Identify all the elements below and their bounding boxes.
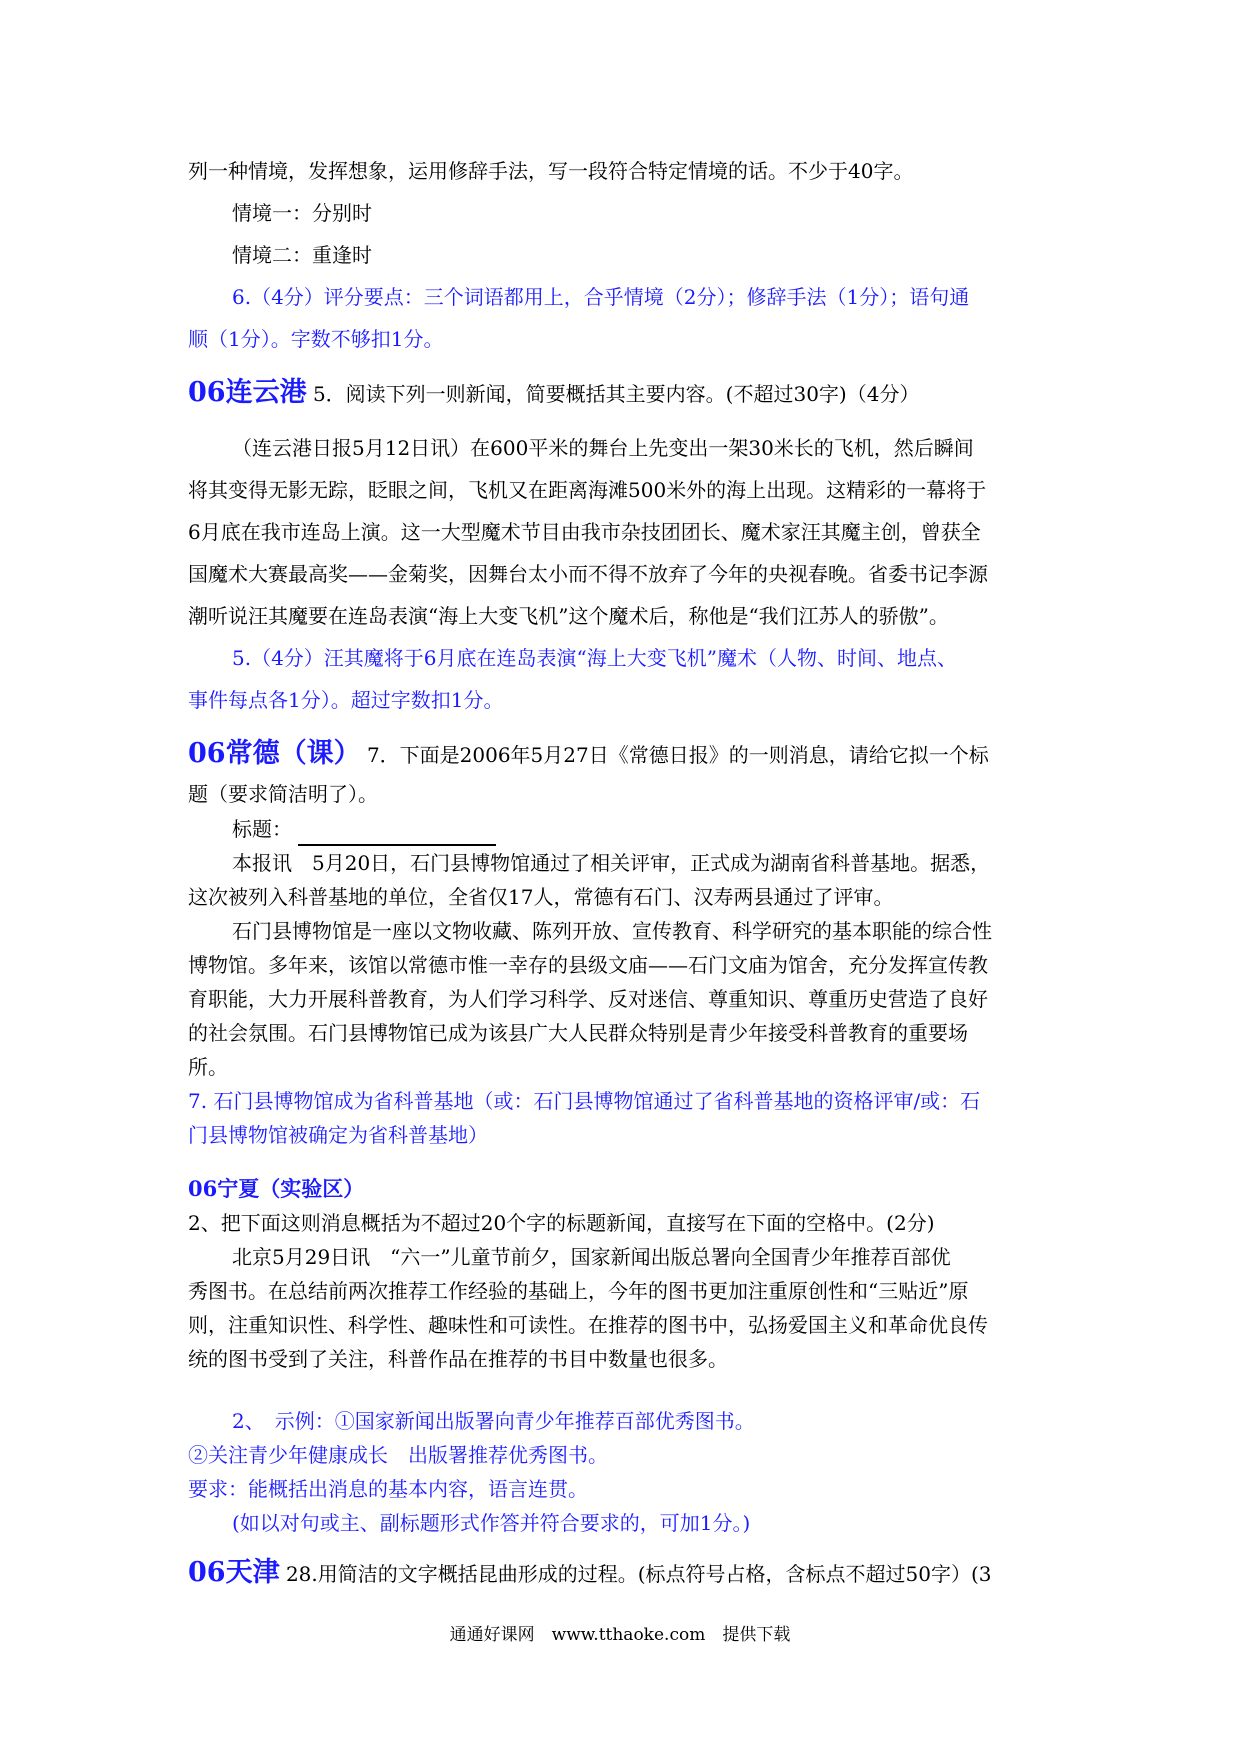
s4-answer-3: 要求：能概括出消息的基本内容，语言连贯。 — [188, 1477, 588, 1501]
s4-news-line: 北京5月29日讯 “六一”儿童节前夕，国家新闻出版总署向全国青少年推荐百部优 — [232, 1245, 951, 1269]
s3-news-line: 本报讯 5月20日，石门县博物馆通过了相关评审，正式成为湖南省科普基地。据悉， — [232, 851, 991, 875]
page-footer: 通通好课网 www.tthaoke.com 提供下载 — [449, 1625, 791, 1645]
s2-question: 5．阅读下列一则新闻，简要概括其主要内容。(不超过30字)（4分） — [312, 382, 920, 406]
s2-news-line: 6月底在我市连岛上演。这一大型魔术节目由我市杂技团团长、魔术家汪其魔主创，曾获全 — [188, 520, 981, 544]
s4-heading: 06宁夏（实验区） — [188, 1176, 365, 1201]
s3-answer-a: 7. 石门县博物馆成为省科普基地（或：石门县博物馆通过了省科普基地的资格评审/或：石 — [188, 1089, 981, 1113]
s2-tag: 06连云港 — [188, 377, 307, 408]
s4-answer-1: 2、 示例：①国家新闻出版署向青少年推荐百部优秀图书。 — [232, 1409, 755, 1433]
s4-question: 2、把下面这则消息概括为不超过20个字的标题新闻，直接写在下面的空格中。(2分) — [188, 1211, 935, 1235]
s3-answer-b: 门县博物馆被确定为省科普基地） — [188, 1123, 488, 1147]
s3-title-label: 标题： — [232, 817, 292, 841]
s1-situation-1: 情境一：分别时 — [232, 201, 372, 225]
s1-line1: 列一种情境，发挥想象，运用修辞手法，写一段符合特定情境的话。不少于40字。 — [188, 159, 914, 183]
s2-answer-b: 事件每点各1分）。超过字数扣1分。 — [188, 688, 504, 712]
s2-news-line: （连云港日报5月12日讯）在600平米的舞台上先变出一架30米长的飞机，然后瞬间 — [232, 436, 974, 460]
s1-situation-2: 情境二：重逢时 — [232, 243, 372, 267]
s5-question-line — [188, 1552, 1058, 1595]
s3-news-line: 石门县博物馆是一座以文物收藏、陈列开放、宣传教育、科学研究的基本职能的综合性 — [232, 919, 992, 943]
s3-news-line: 这次被列入科普基地的单位，全省仅17人，常德有石门、汉寿两县通过了评审。 — [188, 885, 894, 909]
s1-answer-a: 6.（4分）评分要点：三个词语都用上，合乎情境（2分）；修辞手法（1分）；语句通 — [232, 285, 970, 309]
s2-question-line — [188, 372, 1058, 415]
s5-tag: 06天津 — [188, 1557, 280, 1588]
s3-news-line: 博物馆。多年来，该馆以常德市惟一幸存的县级文庙——石门文庙为馆舍，充分发挥宣传教 — [188, 953, 988, 977]
s2-news-line: 国魔术大赛最高奖——金菊奖，因舞台太小而不得不放弃了今年的央视春晚。省委书记李源 — [188, 562, 988, 586]
s4-answer-4: (如以对句或主、副标题形式作答并符合要求的，可加1分。) — [232, 1511, 751, 1535]
s3-news-line: 所。 — [188, 1055, 228, 1079]
s5-question: 28.用简洁的文字概括昆曲形成的过程。(标点符号占格，含标点不超过50字）(3 — [285, 1562, 992, 1586]
s3-question-b: 题（要求简洁明了）。 — [188, 782, 378, 806]
s2-news-line: 潮听说汪其魔要在连岛表演“海上大变飞机”这个魔术后，称他是“我们江苏人的骄傲”。 — [188, 604, 949, 628]
s2-news-line: 将其变得无影无踪，眨眼之间，飞机又在距离海滩500米外的海上出现。这精彩的一幕将于 — [188, 478, 987, 502]
s4-news-line: 秀图书。在总结前两次推荐工作经验的基础上，今年的图书更加注重原创性和“三贴近”原 — [188, 1279, 969, 1303]
s4-answer-2: ②关注青少年健康成长 出版署推荐优秀图书。 — [188, 1443, 608, 1467]
s3-tag: 06常德（课） — [188, 738, 361, 769]
s3-question-line — [188, 733, 1058, 776]
s3-title-line — [188, 812, 1058, 846]
s3-question-a: 7．下面是2006年5月27日《常德日报》的一则消息，请给它拟一个标 — [366, 743, 989, 767]
s4-news-line: 统的图书受到了关注，科普作品在推荐的书目中数量也很多。 — [188, 1347, 728, 1371]
document-page — [188, 150, 1058, 1595]
s3-news-line: 的社会氛围。石门县博物馆已成为该县广大人民群众特别是青少年接受科普教育的重要场 — [188, 1021, 968, 1045]
title-answer-blank[interactable] — [298, 824, 496, 846]
s4-news-line: 则，注重知识性、科学性、趣味性和可读性。在推荐的图书中，弘扬爱国主义和革命优良传 — [188, 1313, 988, 1337]
s2-news — [188, 427, 1058, 637]
s1-answer-b: 顺（1分）。字数不够扣1分。 — [188, 327, 444, 351]
s2-answer-a: 5.（4分）汪其魔将于6月底在连岛表演“海上大变飞机”魔术（人物、时间、地点、 — [232, 646, 957, 670]
s3-news-line: 育职能，大力开展科普教育，为人们学习科学、反对迷信、尊重知识、尊重历史营造了良好 — [188, 987, 988, 1011]
